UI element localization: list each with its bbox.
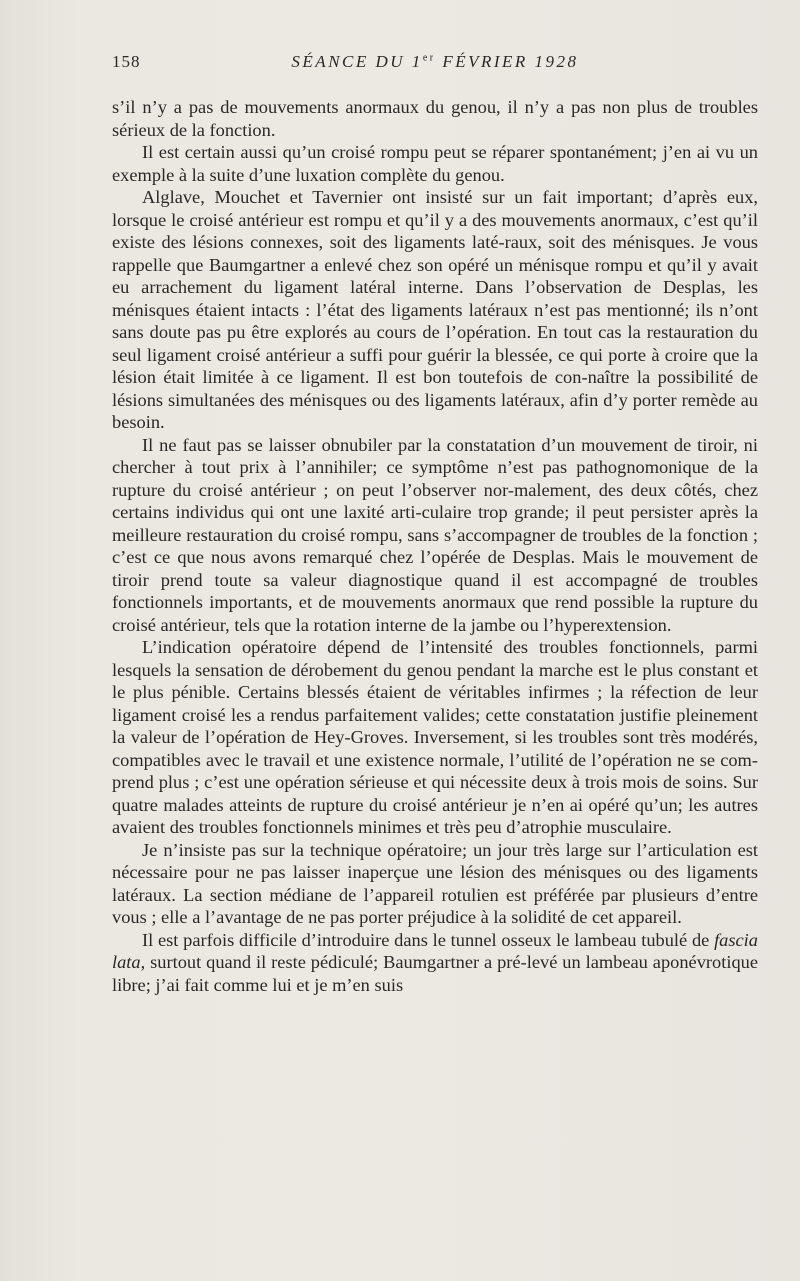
running-title [112, 52, 758, 72]
body-text [112, 96, 758, 996]
paragraph-7-end: , surtout quand il reste pédiculé; Baumgartner a pré-levé un lambeau aponévrotique libre; j’ai fait comme lui et je m’en suis [112, 952, 758, 995]
paragraph-7-italic: fascia lata [112, 929, 758, 972]
paragraph-4: Il ne faut pas se laisser obnubiler par la constatation d’un mouvement de tiroir, ni chercher à tout prix à l’annihiler; ce symptôme n’est pas pathognomonique de la rupture du croisé antérieur ; on peut l’observer nor-malement, des deux côtés, chez certains individus qui ont une laxité arti-culaire trop grande; il peut persister après la meilleure restauration du croisé rompu, sans s’accompagner de troubles de la fonction ; c’est ce que nous avons remarqué chez l’opérée de Desplas. Mais le mouvement de tiroir prend toute sa valeur diagnostique quand il est accompagné de troubles fonctionnels importants, et de mouvements anormaux que rend possible la rupture du croisé antérieur, tels que la rotation interne de la jambe ou l’hyperextension. [112, 434, 758, 635]
paragraph-6: Je n’insiste pas sur la technique opératoire; un jour très large sur l’articulation est nécessaire pour ne pas laisser inaperçue une lésion des ménisques ou des ligaments latéraux. La section médiane de l’appareil rotulien est préférée par plusieurs d’entre vous ; elle a l’avantage de ne pas porter préjudice à la solidité de cet appareil. [112, 839, 758, 927]
paragraph-3: Alglave, Mouchet et Tavernier ont insisté sur un fait important; d’après eux, lorsque le croisé antérieur est rompu et qu’il y a des mouvements anormaux, c’est qu’il existe des lésions connexes, soit des ligaments laté-raux, soit des ménisques. Je vous rappelle que Baumgartner a enlevé chez son opéré un ménisque rompu et qu’il y avait eu arrachement du ligament latéral interne. Dans l’observation de Desplas, les ménisques étaient intacts : l’état des ligaments latéraux n’est pas mentionné; ils n’ont sans doute pas pu être explorés au cours de l’opération. En tout cas la restauration du seul ligament croisé antérieur a suffi pour guérir la blessée, ce qui porte à croire que la lésion était limitée à ce ligament. Il est bon toutefois de con-naître la possibilité de lésions simultanées des ménisques ou des ligaments latéraux, afin d’y porter remède au besoin. [112, 187, 758, 432]
running-title-text: SÉANCE DU 1 [291, 52, 423, 71]
paragraph-7-start: Il est parfois difficile d’introduire dans le tunnel osseux le lambeau tubulé de [142, 929, 715, 950]
paragraph-1: s’il n’y a pas de mouvements anormaux du genou, il n’y a pas non plus de troubles sérieux de la fonction. [112, 97, 758, 140]
running-header [112, 52, 758, 78]
running-title-ordinal: er [422, 52, 436, 64]
paragraph-5: L’indication opératoire dépend de l’intensité des troubles fonctionnels, parmi lesquels la sensation de dérobement du genou pendant la marche est le plus constant et le plus pénible. Certains blessés étaient de véritables infirmes ; la réfection de leur ligament croisé les a rendus parfaitement valides; cette constatation justifie pleinement la valeur de l’opération de Hey-Groves. Inversement, si les troubles sont très modérés, compatibles avec le travail et une existence normale, l’utilité de l’opération ne se com-prend plus ; c’est une opération sérieuse et qui nécessite deux à trois mois de soins. Sur quatre malades atteints de rupture du croisé antérieur je n’en ai opéré qu’un; les autres avaient des troubles fonctionnels minimes et très peu d’atrophie musculaire. [112, 637, 758, 837]
running-title-date: FÉVRIER 1928 [435, 52, 579, 71]
page-number: 158 [112, 52, 141, 71]
paragraph-7 [112, 929, 758, 997]
paragraph-2: Il est certain aussi qu’un croisé rompu peut se réparer spontanément; j’en ai vu un exemple à la suite d’une luxation complète du genou. [112, 142, 758, 185]
